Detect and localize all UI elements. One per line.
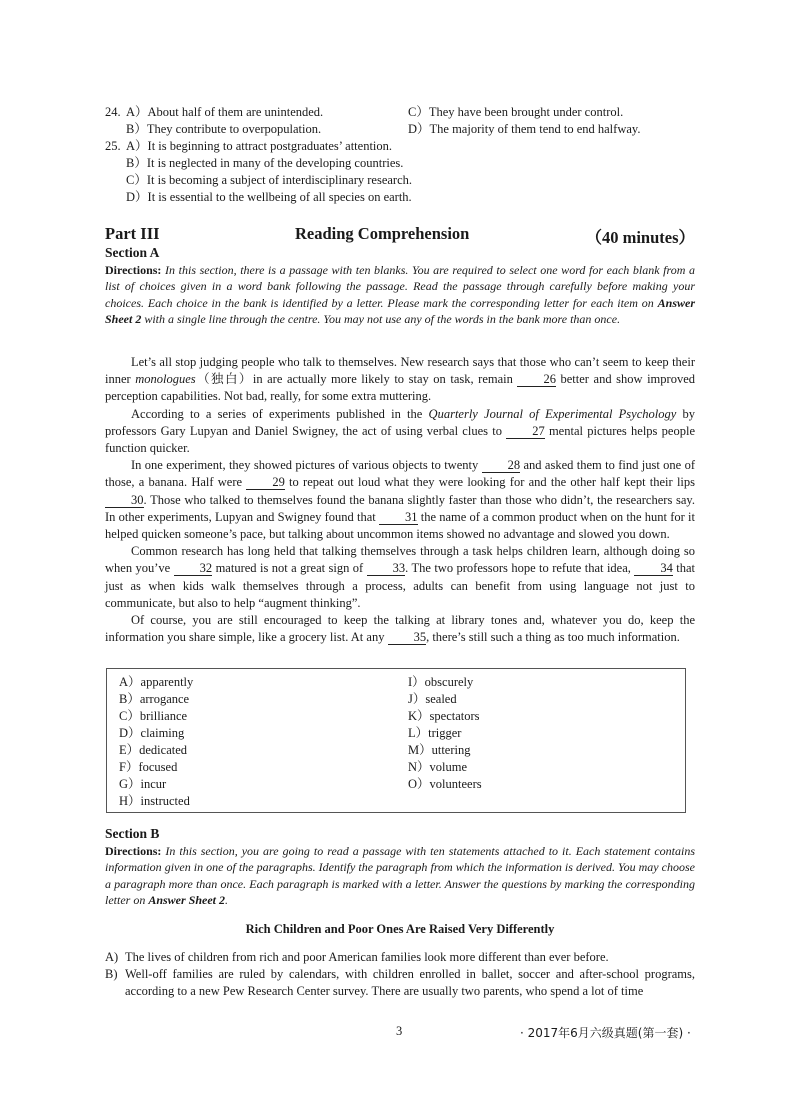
section-b-title: Section B — [105, 826, 160, 841]
blank-27: 27 — [506, 425, 545, 439]
section-a-directions: Directions: In this section, there is a passage with ten blanks. You are required to select one word for each blank from a list of choices given in a word bank following the passage. Read the passage through carefully before making your choices. Each choice in the bank is identified by a letter. Please mark the corresponding letter for each item on Answer Sheet 2 with a single line through the centre. You may not use any of the words in the bank more than once. — [105, 263, 695, 327]
blank-35: 35 — [388, 631, 427, 645]
word-bank-item: C）brilliance — [119, 709, 188, 723]
article-paragraph-a: A) The lives of children from rich and poor American families look more different than ever before. — [105, 949, 695, 966]
q24-option-a: A）About half of them are unintended. — [126, 105, 324, 119]
word-bank-item: M）uttering — [408, 743, 471, 757]
blank-32: 32 — [174, 562, 213, 576]
passage-paragraph-5: Of course, you are still encouraged to keep the talking at library tones and, whatever you do, keep the information you share simple, like a grocery list. At any 35, there’s still such a thing as too much information. — [105, 613, 695, 645]
word-bank-left-column — [119, 674, 193, 810]
word-bank-item: B）arrogance — [119, 692, 190, 706]
article-title: Rich Children and Poor Ones Are Raised Very Differently — [245, 922, 555, 936]
q25-option-c: C）It is becoming a subject of interdisciplinary research. — [126, 173, 413, 187]
word-bank-item: A）apparently — [119, 675, 194, 689]
blank-31: 31 — [379, 511, 418, 525]
passage-paragraph-1: Let’s all stop judging people who talk to themselves. New research says that those who can’t seem to keep their inner monologues（独白）in are actually more likely to stay on task, remain 26 better and show improved perception capabilities. Not bad, really, for some extra muttering. — [105, 355, 695, 404]
word-bank-right-column — [408, 674, 482, 793]
blank-34: 34 — [634, 562, 673, 576]
word-bank-item: D）claiming — [119, 726, 185, 740]
word-bank-item: N）volume — [408, 760, 468, 774]
paragraph-label: B) — [105, 967, 118, 981]
paragraph-label: A) — [105, 950, 119, 964]
part-heading — [105, 224, 695, 247]
q24-number: 24. — [105, 105, 121, 119]
part-label: Part III — [105, 224, 160, 243]
q24-option-d: D）The majority of them tend to end halfway. — [408, 122, 641, 136]
word-bank-item: E）dedicated — [119, 743, 188, 757]
passage-paragraph-2: According to a series of experiments published in the Quarterly Journal of Experimental Psychology by professors Gary Lupyan and Daniel Swigney, the act of using verbal clues to 27 mental pictures helps people function quicker. — [105, 406, 695, 456]
blank-28: 28 — [482, 459, 521, 473]
blank-26: 26 — [517, 373, 556, 387]
blank-30: 30 — [105, 494, 144, 508]
word-bank-item: K）spectators — [408, 709, 480, 723]
article-paragraph-b: B) Well-off families are ruled by calendars, with children enrolled in ballet, soccer and after-school programs, according to a new Pew Research Center survey. There are usually two parents, who spend a lot of time — [105, 967, 695, 999]
q25-option-d: D）It is essential to the wellbeing of all species on earth. — [126, 190, 412, 204]
part-title: Reading Comprehension — [295, 224, 470, 243]
q25-option-a: A）It is beginning to attract postgraduates’ attention. — [126, 139, 393, 153]
exam-info: · 2017年6月六级真题(第一套) · — [520, 1026, 691, 1040]
word-bank-item: L）trigger — [408, 726, 462, 740]
passage — [105, 354, 695, 646]
q25-number: 25. — [105, 139, 121, 153]
directions-label: Directions: — [105, 844, 162, 858]
word-bank-item: G）incur — [119, 777, 167, 791]
passage-paragraph-4: Common research has long held that talking themselves through a task helps children learn, although doing so when you’ve 32 matured is not a great sign of 33. The two professors hope to refute that idea, 34 that just as when kids walk themselves through a process, adults can benefit from using language not just to communicate, but also to help “augment thinking”. — [105, 544, 696, 610]
blank-29: 29 — [246, 476, 285, 490]
blank-33: 33 — [367, 562, 406, 576]
directions-label: Directions: — [105, 263, 162, 277]
q25-option-b: B）It is neglected in many of the developing countries. — [126, 156, 404, 170]
section-a-title: Section A — [105, 245, 160, 260]
page-number: 3 — [396, 1024, 403, 1038]
word-bank-item: I）obscurely — [408, 675, 474, 689]
part-time: （40 minutes） — [585, 228, 695, 247]
word-bank-item: H）instructed — [119, 794, 190, 808]
word-bank-item: J）sealed — [408, 692, 457, 706]
word-bank-item: O）volunteers — [408, 777, 482, 791]
q24-option-c: C）They have been brought under control. — [408, 105, 624, 119]
word-bank — [106, 668, 686, 813]
word-bank-item: F）focused — [119, 760, 178, 774]
q24-option-b: B）They contribute to overpopulation. — [126, 122, 322, 136]
section-b-directions: Directions: In this section, you are going to read a passage with ten statements attached to it. Each statement contains information given in one of the paragraphs. Identify the paragraph from which the information is derived. You may choose a paragraph more than once. Each paragraph is marked with a letter. Answer the questions by marking the corresponding letter on Answer Sheet 2. — [105, 844, 695, 908]
passage-paragraph-3: In one experiment, they showed pictures of various objects to twenty 28 and asked them to find just one of those, a banana. Half were 29 to repeat out loud what they were looking for and the other half kept their lips 30. Those who talked to themselves found the banana slightly faster than those who didn’t, the researchers say. In other experiments, Lupyan and Swigney found that 31 the name of a common product when on the hunt for it helped quicken someone’s pace, but talking about uncommon items showed no advantage and slowed you down. — [105, 458, 696, 542]
